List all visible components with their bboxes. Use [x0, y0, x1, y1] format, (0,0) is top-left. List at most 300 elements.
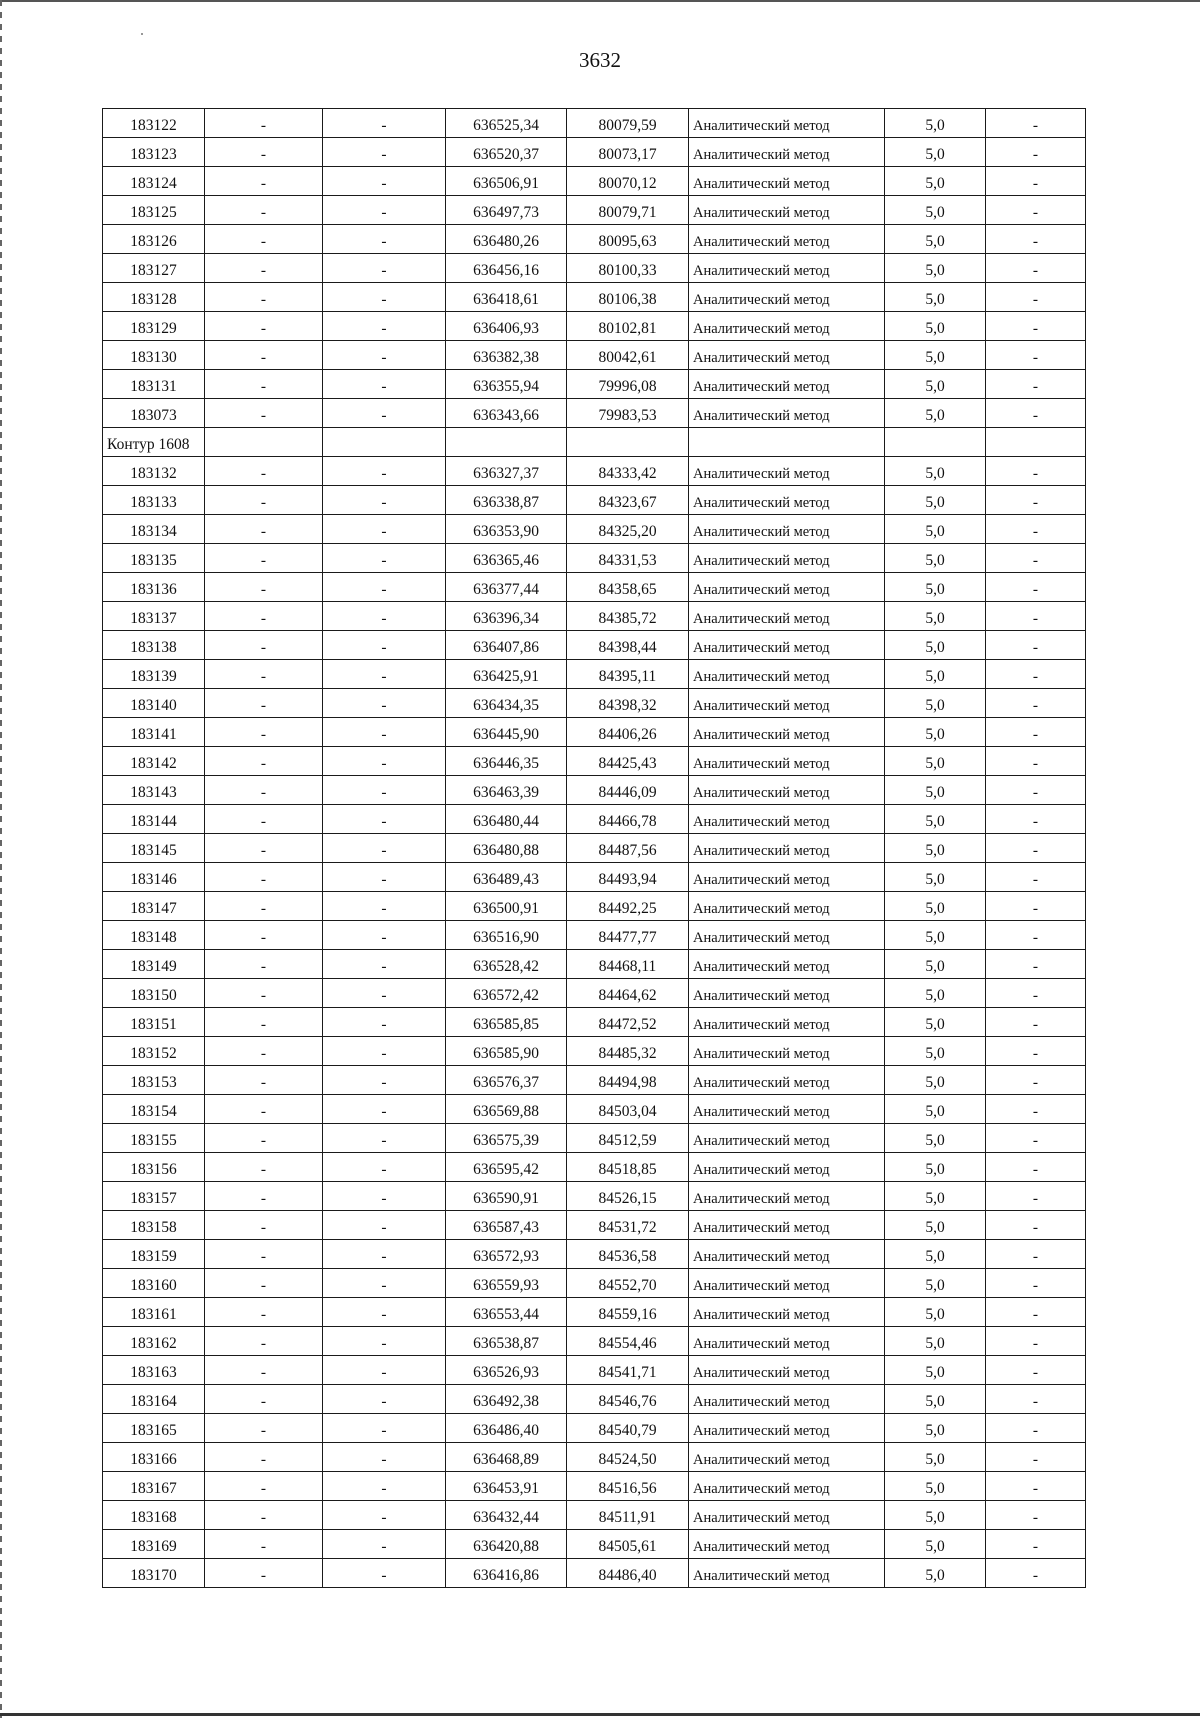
x-coordinate-cell: 636553,44: [446, 1298, 567, 1327]
accuracy-cell: 5,0: [885, 312, 986, 341]
old-x-cell: -: [205, 283, 323, 312]
table-row: [103, 892, 1086, 921]
table-row: [103, 631, 1086, 660]
method-cell: Аналитический метод: [689, 1240, 885, 1269]
old-y-cell: -: [323, 747, 446, 776]
old-y-cell: -: [323, 341, 446, 370]
point-number-cell: 183147: [103, 892, 205, 921]
old-x-cell: -: [205, 1240, 323, 1269]
y-coordinate-cell: 80095,63: [567, 225, 689, 254]
point-number-cell: 183136: [103, 573, 205, 602]
old-x-cell: -: [205, 1298, 323, 1327]
description-cell: -: [986, 515, 1086, 544]
table-row: [103, 602, 1086, 631]
point-number-cell: 183123: [103, 138, 205, 167]
description-cell: -: [986, 1501, 1086, 1530]
y-coordinate-cell: 84331,53: [567, 544, 689, 573]
method-cell: Аналитический метод: [689, 950, 885, 979]
old-y-cell: -: [323, 1037, 446, 1066]
old-y-cell: -: [323, 167, 446, 196]
old-x-cell: -: [205, 1066, 323, 1095]
accuracy-cell: 5,0: [885, 805, 986, 834]
point-number-cell: 183141: [103, 718, 205, 747]
y-coordinate-cell: 80100,33: [567, 254, 689, 283]
old-x-cell: -: [205, 834, 323, 863]
old-x-cell: -: [205, 573, 323, 602]
old-y-cell: -: [323, 1008, 446, 1037]
old-y-cell: -: [323, 1153, 446, 1182]
point-number-cell: 183073: [103, 399, 205, 428]
old-x-cell: -: [205, 312, 323, 341]
description-cell: -: [986, 457, 1086, 486]
x-coordinate-cell: 636468,89: [446, 1443, 567, 1472]
table-row: [103, 718, 1086, 747]
table-row: [103, 1037, 1086, 1066]
table-row: [103, 312, 1086, 341]
old-y-cell: -: [323, 863, 446, 892]
old-y-cell: -: [323, 1182, 446, 1211]
old-x-cell: -: [205, 805, 323, 834]
old-x-cell: -: [205, 399, 323, 428]
table-row: [103, 573, 1086, 602]
table-row: [103, 1414, 1086, 1443]
y-coordinate-cell: 84524,50: [567, 1443, 689, 1472]
point-number-cell: 183150: [103, 979, 205, 1008]
table-row: [103, 1530, 1086, 1559]
x-coordinate-cell: 636538,87: [446, 1327, 567, 1356]
accuracy-cell: 5,0: [885, 1472, 986, 1501]
point-number-cell: 183153: [103, 1066, 205, 1095]
accuracy-cell: 5,0: [885, 1298, 986, 1327]
description-cell: -: [986, 805, 1086, 834]
old-x-cell: -: [205, 1385, 323, 1414]
table-row: [103, 544, 1086, 573]
accuracy-cell: 5,0: [885, 1066, 986, 1095]
old-y-cell: -: [323, 921, 446, 950]
method-cell: Аналитический метод: [689, 1124, 885, 1153]
x-coordinate-cell: 636520,37: [446, 138, 567, 167]
method-cell: Аналитический метод: [689, 109, 885, 138]
method-cell: Аналитический метод: [689, 689, 885, 718]
accuracy-cell: 5,0: [885, 1443, 986, 1472]
accuracy-cell: 5,0: [885, 109, 986, 138]
x-coordinate-cell: 636445,90: [446, 718, 567, 747]
y-coordinate-cell: 80073,17: [567, 138, 689, 167]
point-number-cell: 183132: [103, 457, 205, 486]
x-coordinate-cell: 636480,44: [446, 805, 567, 834]
accuracy-cell: 5,0: [885, 747, 986, 776]
old-y-cell: -: [323, 689, 446, 718]
accuracy-cell: 5,0: [885, 1008, 986, 1037]
point-number-cell: 183161: [103, 1298, 205, 1327]
y-coordinate-cell: 84531,72: [567, 1211, 689, 1240]
method-cell: Аналитический метод: [689, 1095, 885, 1124]
accuracy-cell: 5,0: [885, 1559, 986, 1588]
method-cell: Аналитический метод: [689, 1182, 885, 1211]
method-cell: Аналитический метод: [689, 1037, 885, 1066]
old-x-cell: -: [205, 631, 323, 660]
method-cell: Аналитический метод: [689, 312, 885, 341]
description-cell: -: [986, 1182, 1086, 1211]
old-y-cell: -: [323, 457, 446, 486]
accuracy-cell: 5,0: [885, 602, 986, 631]
old-x-cell: -: [205, 1501, 323, 1530]
y-coordinate-cell: 84398,32: [567, 689, 689, 718]
accuracy-cell: 5,0: [885, 196, 986, 225]
old-x-cell: -: [205, 660, 323, 689]
method-cell: Аналитический метод: [689, 1472, 885, 1501]
table-row: [103, 1182, 1086, 1211]
accuracy-cell: 5,0: [885, 1153, 986, 1182]
x-coordinate-cell: 636576,37: [446, 1066, 567, 1095]
coordinates-table: [102, 108, 1086, 1588]
x-coordinate-cell: 636355,94: [446, 370, 567, 399]
method-cell: Аналитический метод: [689, 979, 885, 1008]
old-y-cell: -: [323, 1443, 446, 1472]
point-number-cell: 183143: [103, 776, 205, 805]
old-y-cell: -: [323, 892, 446, 921]
y-coordinate-cell: 80106,38: [567, 283, 689, 312]
method-cell: Аналитический метод: [689, 341, 885, 370]
table-row: [103, 283, 1086, 312]
table-row: [103, 834, 1086, 863]
method-cell: Аналитический метод: [689, 602, 885, 631]
method-cell: Аналитический метод: [689, 254, 885, 283]
y-coordinate-cell: 84554,46: [567, 1327, 689, 1356]
y-coordinate-cell: 79983,53: [567, 399, 689, 428]
old-x-cell: -: [205, 602, 323, 631]
accuracy-cell: 5,0: [885, 283, 986, 312]
point-number-cell: 183125: [103, 196, 205, 225]
point-number-cell: 183164: [103, 1385, 205, 1414]
table-row: [103, 1559, 1086, 1588]
x-coordinate-cell: 636416,86: [446, 1559, 567, 1588]
x-coordinate-cell: 636434,35: [446, 689, 567, 718]
y-coordinate-cell: 80042,61: [567, 341, 689, 370]
method-cell: Аналитический метод: [689, 776, 885, 805]
description-cell: -: [986, 1443, 1086, 1472]
x-coordinate-cell: 636343,66: [446, 399, 567, 428]
old-y-cell: -: [323, 805, 446, 834]
point-number-cell: 183139: [103, 660, 205, 689]
point-number-cell: 183134: [103, 515, 205, 544]
old-y-cell: [323, 428, 446, 457]
old-y-cell: -: [323, 1211, 446, 1240]
old-y-cell: -: [323, 602, 446, 631]
method-cell: Аналитический метод: [689, 370, 885, 399]
table-row: [103, 747, 1086, 776]
method-cell: Аналитический метод: [689, 1008, 885, 1037]
description-cell: [986, 428, 1086, 457]
description-cell: -: [986, 167, 1086, 196]
table-row: [103, 167, 1086, 196]
point-number-cell: 183144: [103, 805, 205, 834]
point-number-cell: 183170: [103, 1559, 205, 1588]
old-x-cell: [205, 428, 323, 457]
point-number-cell: 183142: [103, 747, 205, 776]
method-cell: Аналитический метод: [689, 1356, 885, 1385]
table-row: [103, 109, 1086, 138]
y-coordinate-cell: 84518,85: [567, 1153, 689, 1182]
x-coordinate-cell: 636396,34: [446, 602, 567, 631]
old-y-cell: -: [323, 225, 446, 254]
old-x-cell: -: [205, 863, 323, 892]
method-cell: Аналитический метод: [689, 399, 885, 428]
y-coordinate-cell: 84546,76: [567, 1385, 689, 1414]
point-number-cell: 183146: [103, 863, 205, 892]
accuracy-cell: 5,0: [885, 1501, 986, 1530]
point-number-cell: 183169: [103, 1530, 205, 1559]
point-number-cell: 183127: [103, 254, 205, 283]
old-y-cell: -: [323, 950, 446, 979]
point-number-cell: 183151: [103, 1008, 205, 1037]
y-coordinate-cell: 84333,42: [567, 457, 689, 486]
old-y-cell: -: [323, 1327, 446, 1356]
y-coordinate-cell: 84486,40: [567, 1559, 689, 1588]
point-number-cell: Контур 1608: [103, 428, 205, 457]
description-cell: -: [986, 544, 1086, 573]
x-coordinate-cell: 636353,90: [446, 515, 567, 544]
accuracy-cell: 5,0: [885, 892, 986, 921]
method-cell: Аналитический метод: [689, 892, 885, 921]
method-cell: Аналитический метод: [689, 283, 885, 312]
old-y-cell: -: [323, 544, 446, 573]
old-x-cell: -: [205, 1211, 323, 1240]
accuracy-cell: 5,0: [885, 689, 986, 718]
table-row: [103, 1356, 1086, 1385]
x-coordinate-cell: 636453,91: [446, 1472, 567, 1501]
accuracy-cell: 5,0: [885, 950, 986, 979]
accuracy-cell: 5,0: [885, 138, 986, 167]
accuracy-cell: 5,0: [885, 1530, 986, 1559]
method-cell: Аналитический метод: [689, 921, 885, 950]
old-y-cell: -: [323, 1501, 446, 1530]
y-coordinate-cell: 84472,52: [567, 1008, 689, 1037]
method-cell: Аналитический метод: [689, 1530, 885, 1559]
old-y-cell: -: [323, 312, 446, 341]
x-coordinate-cell: 636486,40: [446, 1414, 567, 1443]
description-cell: -: [986, 486, 1086, 515]
y-coordinate-cell: 84540,79: [567, 1414, 689, 1443]
table-row: [103, 1501, 1086, 1530]
point-number-cell: 183167: [103, 1472, 205, 1501]
method-cell: Аналитический метод: [689, 1559, 885, 1588]
old-y-cell: -: [323, 138, 446, 167]
method-cell: Аналитический метод: [689, 631, 885, 660]
sheet-edge-bottom: [0, 1713, 1200, 1716]
table-row: [103, 1153, 1086, 1182]
point-number-cell: 183152: [103, 1037, 205, 1066]
y-coordinate-cell: 84493,94: [567, 863, 689, 892]
y-coordinate-cell: 84494,98: [567, 1066, 689, 1095]
method-cell: Аналитический метод: [689, 660, 885, 689]
accuracy-cell: 5,0: [885, 544, 986, 573]
y-coordinate-cell: 84446,09: [567, 776, 689, 805]
x-coordinate-cell: 636480,88: [446, 834, 567, 863]
method-cell: Аналитический метод: [689, 805, 885, 834]
sheet-edge-left: [0, 0, 2, 1718]
old-y-cell: -: [323, 1356, 446, 1385]
y-coordinate-cell: 84512,59: [567, 1124, 689, 1153]
x-coordinate-cell: 636585,90: [446, 1037, 567, 1066]
accuracy-cell: 5,0: [885, 225, 986, 254]
description-cell: -: [986, 573, 1086, 602]
y-coordinate-cell: 84398,44: [567, 631, 689, 660]
method-cell: Аналитический метод: [689, 486, 885, 515]
table-row: [103, 863, 1086, 892]
table-row: [103, 805, 1086, 834]
description-cell: -: [986, 834, 1086, 863]
table-row: [103, 1008, 1086, 1037]
accuracy-cell: 5,0: [885, 863, 986, 892]
method-cell: Аналитический метод: [689, 573, 885, 602]
point-number-cell: 183135: [103, 544, 205, 573]
point-number-cell: 183158: [103, 1211, 205, 1240]
old-x-cell: -: [205, 1414, 323, 1443]
y-coordinate-cell: 80070,12: [567, 167, 689, 196]
point-number-cell: 183148: [103, 921, 205, 950]
x-coordinate-cell: 636377,44: [446, 573, 567, 602]
accuracy-cell: 5,0: [885, 254, 986, 283]
description-cell: -: [986, 283, 1086, 312]
accuracy-cell: 5,0: [885, 370, 986, 399]
y-coordinate-cell: 84487,56: [567, 834, 689, 863]
description-cell: -: [986, 863, 1086, 892]
y-coordinate-cell: 84516,56: [567, 1472, 689, 1501]
x-coordinate-cell: 636525,34: [446, 109, 567, 138]
old-y-cell: -: [323, 370, 446, 399]
x-coordinate-cell: 636489,43: [446, 863, 567, 892]
accuracy-cell: 5,0: [885, 1269, 986, 1298]
old-x-cell: -: [205, 892, 323, 921]
description-cell: -: [986, 341, 1086, 370]
method-cell: Аналитический метод: [689, 834, 885, 863]
table-row: [103, 457, 1086, 486]
old-y-cell: -: [323, 631, 446, 660]
accuracy-cell: 5,0: [885, 573, 986, 602]
x-coordinate-cell: 636432,44: [446, 1501, 567, 1530]
point-number-cell: 183156: [103, 1153, 205, 1182]
old-y-cell: -: [323, 515, 446, 544]
old-x-cell: -: [205, 1530, 323, 1559]
y-coordinate-cell: 84536,58: [567, 1240, 689, 1269]
x-coordinate-cell: 636480,26: [446, 225, 567, 254]
table-row: [103, 1327, 1086, 1356]
old-x-cell: -: [205, 196, 323, 225]
table-row: [103, 921, 1086, 950]
x-coordinate-cell: 636407,86: [446, 631, 567, 660]
old-y-cell: -: [323, 283, 446, 312]
description-cell: -: [986, 979, 1086, 1008]
table-row: [103, 138, 1086, 167]
description-cell: -: [986, 1298, 1086, 1327]
description-cell: -: [986, 1095, 1086, 1124]
table-row: [103, 1211, 1086, 1240]
y-coordinate-cell: 84395,11: [567, 660, 689, 689]
description-cell: -: [986, 1240, 1086, 1269]
old-y-cell: -: [323, 776, 446, 805]
point-number-cell: 183124: [103, 167, 205, 196]
old-x-cell: -: [205, 109, 323, 138]
old-y-cell: -: [323, 573, 446, 602]
old-y-cell: -: [323, 109, 446, 138]
old-x-cell: -: [205, 341, 323, 370]
x-coordinate-cell: 636425,91: [446, 660, 567, 689]
old-x-cell: -: [205, 747, 323, 776]
table-row: [103, 341, 1086, 370]
old-y-cell: -: [323, 254, 446, 283]
description-cell: -: [986, 631, 1086, 660]
accuracy-cell: 5,0: [885, 718, 986, 747]
old-y-cell: -: [323, 1559, 446, 1588]
old-y-cell: -: [323, 1269, 446, 1298]
y-coordinate-cell: 84385,72: [567, 602, 689, 631]
old-x-cell: -: [205, 1327, 323, 1356]
accuracy-cell: 5,0: [885, 341, 986, 370]
accuracy-cell: 5,0: [885, 1356, 986, 1385]
description-cell: -: [986, 1414, 1086, 1443]
x-coordinate-cell: 636382,38: [446, 341, 567, 370]
table-row: [103, 689, 1086, 718]
table-row: [103, 225, 1086, 254]
accuracy-cell: 5,0: [885, 1385, 986, 1414]
x-coordinate-cell: 636338,87: [446, 486, 567, 515]
method-cell: Аналитический метод: [689, 747, 885, 776]
x-coordinate-cell: 636463,39: [446, 776, 567, 805]
old-x-cell: -: [205, 718, 323, 747]
table-row: [103, 660, 1086, 689]
x-coordinate-cell: 636456,16: [446, 254, 567, 283]
x-coordinate-cell: 636418,61: [446, 283, 567, 312]
description-cell: -: [986, 892, 1086, 921]
accuracy-cell: 5,0: [885, 1327, 986, 1356]
method-cell: Аналитический метод: [689, 1153, 885, 1182]
point-number-cell: 183163: [103, 1356, 205, 1385]
old-x-cell: -: [205, 979, 323, 1008]
point-number-cell: 183122: [103, 109, 205, 138]
table-row: [103, 254, 1086, 283]
x-coordinate-cell: 636572,93: [446, 1240, 567, 1269]
y-coordinate-cell: 84323,67: [567, 486, 689, 515]
description-cell: -: [986, 196, 1086, 225]
accuracy-cell: 5,0: [885, 457, 986, 486]
method-cell: Аналитический метод: [689, 863, 885, 892]
description-cell: -: [986, 747, 1086, 776]
old-y-cell: -: [323, 1298, 446, 1327]
description-cell: -: [986, 602, 1086, 631]
method-cell: Аналитический метод: [689, 225, 885, 254]
old-x-cell: -: [205, 254, 323, 283]
x-coordinate-cell: 636497,73: [446, 196, 567, 225]
point-number-cell: 183137: [103, 602, 205, 631]
y-coordinate-cell: 80079,59: [567, 109, 689, 138]
table-row: [103, 1240, 1086, 1269]
description-cell: -: [986, 1153, 1086, 1182]
accuracy-cell: 5,0: [885, 1211, 986, 1240]
method-cell: Аналитический метод: [689, 1501, 885, 1530]
y-coordinate-cell: 84358,65: [567, 573, 689, 602]
description-cell: -: [986, 1211, 1086, 1240]
accuracy-cell: 5,0: [885, 660, 986, 689]
old-y-cell: -: [323, 486, 446, 515]
description-cell: -: [986, 1472, 1086, 1501]
old-x-cell: -: [205, 1269, 323, 1298]
description-cell: -: [986, 1037, 1086, 1066]
accuracy-cell: 5,0: [885, 1037, 986, 1066]
old-x-cell: -: [205, 1559, 323, 1588]
point-number-cell: 183140: [103, 689, 205, 718]
description-cell: -: [986, 1356, 1086, 1385]
